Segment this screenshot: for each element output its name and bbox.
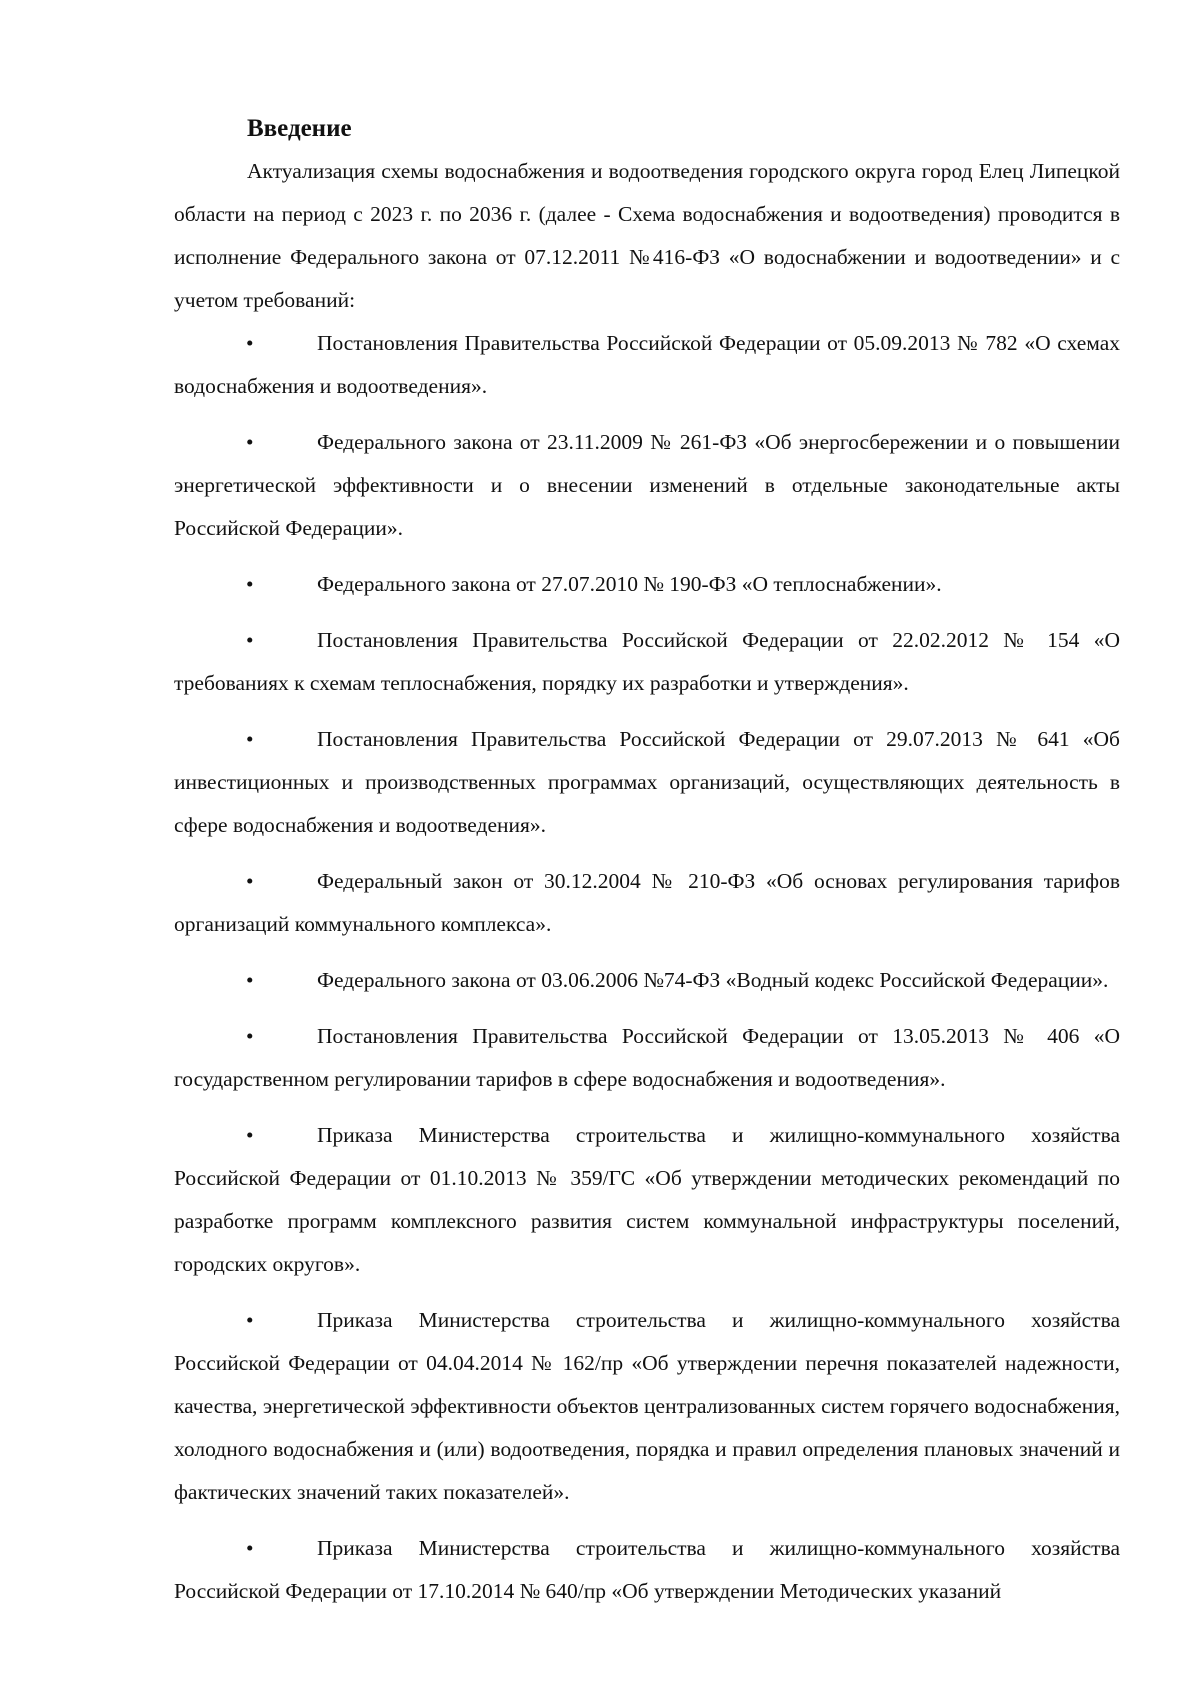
list-item: [174, 860, 1120, 946]
list-item: [174, 1015, 1120, 1101]
list-item-text: Постановления Правительства Российской Федерации от 05.09.2013 № 782 «О схемах водоснабжения и водоотведения».: [174, 331, 1120, 398]
list-item-text: Приказа Министерства строительства и жилищно-коммунального хозяйства Российской Федерации от 17.10.2014 № 640/пр «Об утверждении Методических указаний: [174, 1536, 1120, 1603]
bullet-icon: •: [246, 1024, 254, 1048]
list-item: [174, 322, 1120, 408]
requirements-list: [174, 322, 1120, 1613]
bullet-icon: •: [246, 869, 254, 893]
list-item-text: Федерального закона от 03.06.2006 №74-ФЗ «Водный кодекс Российской Федерации».: [317, 968, 1109, 992]
list-item: [174, 718, 1120, 847]
list-item: [174, 619, 1120, 705]
document-body: [174, 108, 1120, 1626]
list-item-text: Федеральный закон от 30.12.2004 № 210-ФЗ «Об основах регулирования тарифов организаций коммунального комплекса».: [174, 869, 1120, 936]
list-item-text: Приказа Министерства строительства и жилищно-коммунального хозяйства Российской Федерации от 04.04.2014 № 162/пр «Об утверждении перечня показателей надежности, качества, энергетической эффективности объектов централизованных систем горячего водоснабжения, холодного водоснабжения и (или) водоотведения, порядка и правил определения плановых значений и фактических значений таких показателей».: [174, 1308, 1120, 1504]
bullet-icon: •: [246, 1123, 254, 1147]
bullet-icon: •: [246, 968, 254, 992]
bullet-icon: •: [246, 331, 254, 355]
bullet-icon: •: [246, 572, 254, 596]
list-item: [174, 563, 1120, 606]
list-item-text: Приказа Министерства строительства и жилищно-коммунального хозяйства Российской Федерации от 01.10.2013 № 359/ГС «Об утверждении методических рекомендаций по разработке программ комплексного развития систем коммунальной инфраструктуры поселений, городских округов».: [174, 1123, 1120, 1276]
section-heading: Введение: [247, 115, 352, 142]
intro-paragraph: Актуализация схемы водоснабжения и водоотведения городского округа город Елец Липецкой области на период с 2023 г. по 2036 г. (далее - Схема водоснабжения и водоотведения) проводится в исполнение Федерального закона от 07.12.2011 №416-ФЗ «О водоснабжении и водоотведении» и с учетом требований:: [174, 159, 1120, 312]
bullet-icon: •: [246, 430, 254, 454]
list-item: [174, 959, 1120, 1002]
bullet-icon: •: [246, 628, 254, 652]
list-item-text: Федерального закона от 27.07.2010 № 190-ФЗ «О теплоснабжении».: [317, 572, 942, 596]
list-item: [174, 1299, 1120, 1514]
list-item-text: Постановления Правительства Российской Федерации от 13.05.2013 № 406 «О государственном регулировании тарифов в сфере водоснабжения и водоотведения».: [174, 1024, 1120, 1091]
bullet-icon: •: [246, 1308, 254, 1332]
bullet-icon: •: [246, 1536, 254, 1560]
list-item: [174, 1114, 1120, 1286]
list-item: [174, 1527, 1120, 1613]
list-item-text: Постановления Правительства Российской Федерации от 22.02.2012 № 154 «О требованиях к схемам теплоснабжения, порядку их разработки и утверждения».: [174, 628, 1120, 695]
list-item-text: Федерального закона от 23.11.2009 № 261-ФЗ «Об энергосбережении и о повышении энергетической эффективности и о внесении изменений в отдельные законодательные акты Российской Федерации».: [174, 430, 1120, 540]
list-item: [174, 421, 1120, 550]
list-item-text: Постановления Правительства Российской Федерации от 29.07.2013 № 641 «Об инвестиционных и производственных программах организаций, осуществляющих деятельность в сфере водоснабжения и водоотведения».: [174, 727, 1120, 837]
bullet-icon: •: [246, 727, 254, 751]
